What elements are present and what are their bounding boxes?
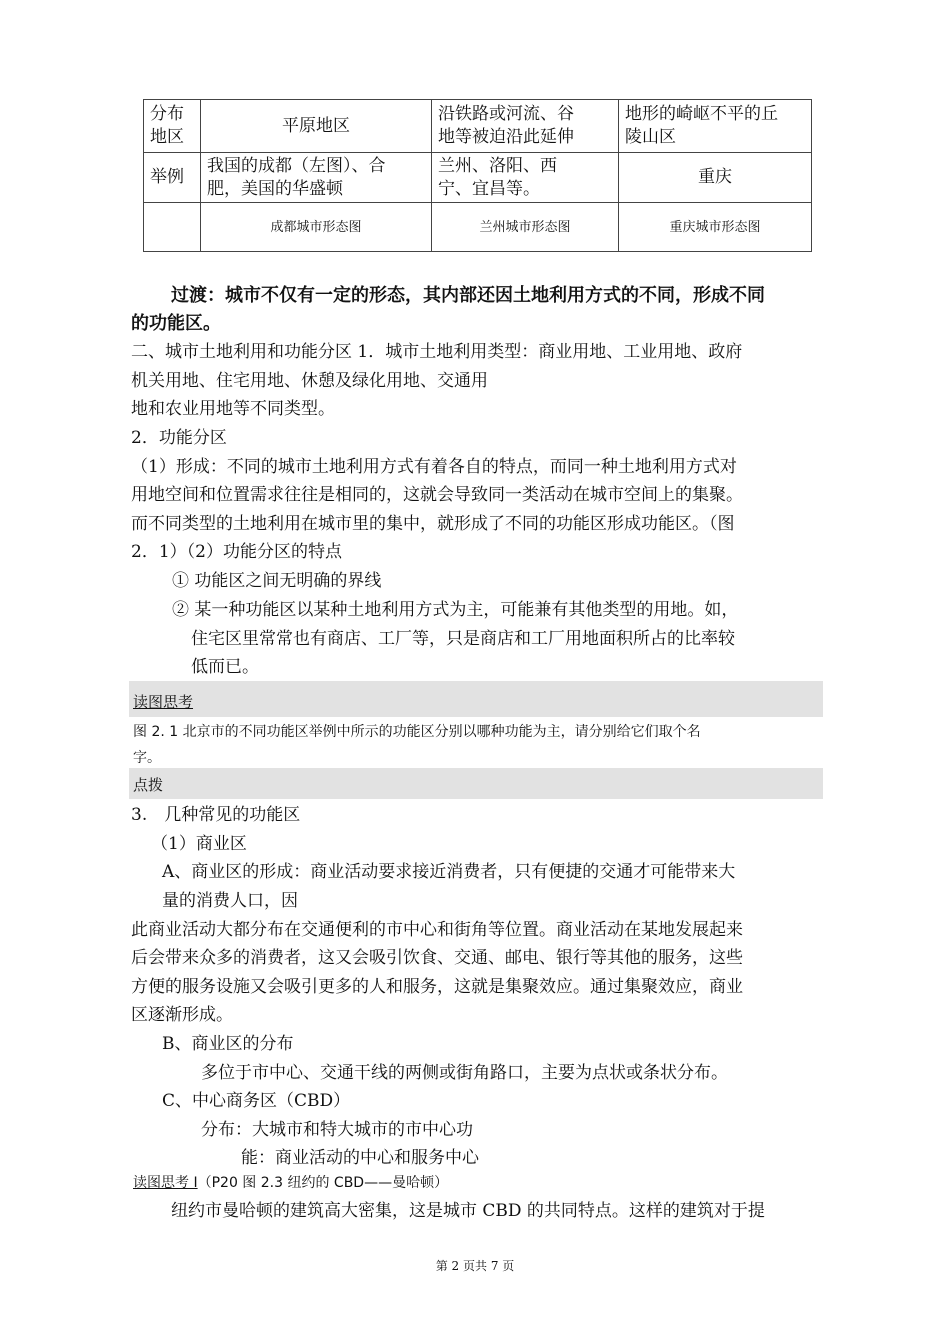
hint-bar bbox=[129, 768, 823, 799]
read-think-line bbox=[133, 1173, 448, 1193]
list-item: 住宅区里常常也有商店、工厂等，只是商店和工厂用地面积所占的比率较 bbox=[191, 629, 735, 649]
paragraph: 地和农业用地等不同类型。 bbox=[131, 399, 335, 419]
paragraph: 量的消费人口，因 bbox=[162, 891, 298, 911]
cell-text: 分布 bbox=[150, 104, 184, 124]
figure-caption: 兰州城市形态图 bbox=[479, 219, 571, 235]
figure-reference: （P20 图 2.3 纽约的 CBD——曼哈顿） bbox=[197, 1175, 449, 1191]
paragraph: 而不同类型的土地利用在城市里的集中，就形成了不同的功能区形成功能区。（图 bbox=[131, 514, 735, 534]
table-cell bbox=[144, 203, 201, 252]
paragraph: 方便的服务设施又会吸引更多的人和服务，这就是集聚效应。通过集聚效应，商业 bbox=[131, 977, 743, 997]
cell-text: 兰州、洛阳、西 bbox=[438, 155, 557, 176]
paragraph: 2．1）（2）功能分区的特点 bbox=[131, 542, 342, 562]
figure-caption: 成都城市形态图 bbox=[270, 219, 362, 235]
transition-text: 的功能区。 bbox=[131, 313, 221, 334]
table-row bbox=[144, 203, 812, 252]
paragraph: 区逐渐形成。 bbox=[131, 1005, 233, 1025]
cell-text: 地形的崎岖不平的丘 bbox=[625, 104, 778, 124]
cell-text: 宁、宜昌等。 bbox=[438, 178, 540, 199]
cell-text: 举例 bbox=[150, 167, 184, 187]
table-cell bbox=[201, 153, 432, 203]
list-item: 低而已。 bbox=[191, 657, 259, 677]
paragraph: 机关用地、住宅用地、休憩及绿化用地、交通用 bbox=[131, 371, 488, 391]
paragraph: 二、城市土地利用和功能分区 1．城市土地利用类型：商业用地、工业用地、政府 bbox=[131, 342, 743, 362]
table-cell bbox=[619, 153, 812, 203]
table-cell bbox=[432, 203, 619, 252]
subsection-heading: C、中心商务区（CBD） bbox=[162, 1091, 351, 1111]
table-row bbox=[144, 100, 812, 153]
cell-text: 肥，美国的华盛顿 bbox=[207, 178, 343, 199]
read-think-label: 读图思考 I bbox=[133, 1175, 198, 1191]
paragraph: （1）形成：不同的城市土地利用方式有着各自的特点，而同一种土地利用方式对 bbox=[131, 457, 737, 477]
table-cell bbox=[201, 203, 432, 252]
list-item: ② 某一种功能区以某种土地利用方式为主，可能兼有其他类型的用地。如， bbox=[172, 600, 739, 620]
table-cell bbox=[619, 203, 812, 252]
transition-text: 过渡：城市不仅有一定的形态，其内部还因土地利用方式的不同，形成不同 bbox=[171, 285, 765, 306]
paragraph: 分布：大城市和特大城市的市中心功 bbox=[201, 1120, 473, 1140]
cell-text: 地区 bbox=[150, 127, 184, 147]
read-think-label: 读图思考 bbox=[133, 693, 194, 711]
paragraph: 纽约市曼哈顿的建筑高大密集，这是城市 CBD 的共同特点。这样的建筑对于提 bbox=[171, 1201, 765, 1221]
page-footer: 第 2 页共 7 页 bbox=[435, 1259, 515, 1273]
table-cell bbox=[144, 100, 201, 153]
hint-label: 点拨 bbox=[133, 776, 164, 794]
paragraph: 2．功能分区 bbox=[131, 428, 227, 448]
paragraph: 后会带来众多的消费者，这又会吸引饮食、交通、邮电、银行等其他的服务，这些 bbox=[131, 948, 743, 968]
subsection-heading: B、商业区的分布 bbox=[162, 1034, 294, 1054]
read-think-bar bbox=[129, 681, 823, 717]
table-cell bbox=[432, 100, 619, 153]
table-cell bbox=[619, 100, 812, 153]
paragraph: A、商业区的形成：商业活动要求接近消费者，只有便捷的交通才可能带来大 bbox=[162, 862, 736, 882]
paragraph: 多位于市中心、交通干线的两侧或街角路口，主要为点状或条状分布。 bbox=[201, 1063, 728, 1083]
cell-text: 沿铁路或河流、谷 bbox=[438, 104, 574, 124]
city-form-table bbox=[143, 99, 812, 252]
paragraph: 此商业活动大都分布在交通便利的市中心和街角等位置。商业活动在某地发展起来 bbox=[131, 920, 743, 940]
table-cell bbox=[201, 100, 432, 153]
paragraph: 能：商业活动的中心和服务中心 bbox=[241, 1148, 479, 1168]
paragraph: 用地空间和位置需求往往是相同的，这就会导致同一类活动在城市空间上的集聚。 bbox=[131, 485, 743, 505]
subsection-heading: （1）商业区 bbox=[151, 834, 247, 854]
table-cell bbox=[144, 153, 201, 203]
cell-text: 地等被迫沿此延伸 bbox=[438, 127, 574, 147]
cell-text: 平原地区 bbox=[282, 115, 350, 136]
section-heading: 3. 几种常见的功能区 bbox=[131, 805, 301, 825]
question-text: 字。 bbox=[133, 750, 161, 766]
question-text: 图 2. 1 北京市的不同功能区举例中所示的功能区分别以哪种功能为主，请分别给它们取个名 bbox=[133, 724, 701, 740]
list-item: ① 功能区之间无明确的界线 bbox=[172, 571, 382, 591]
table-cell bbox=[432, 153, 619, 203]
figure-caption: 重庆城市形态图 bbox=[669, 219, 761, 235]
cell-text: 我国的成都（左图）、合 bbox=[207, 155, 386, 176]
cell-text: 陵山区 bbox=[625, 127, 676, 147]
table-row bbox=[144, 153, 812, 203]
cell-text: 重庆 bbox=[698, 167, 732, 187]
